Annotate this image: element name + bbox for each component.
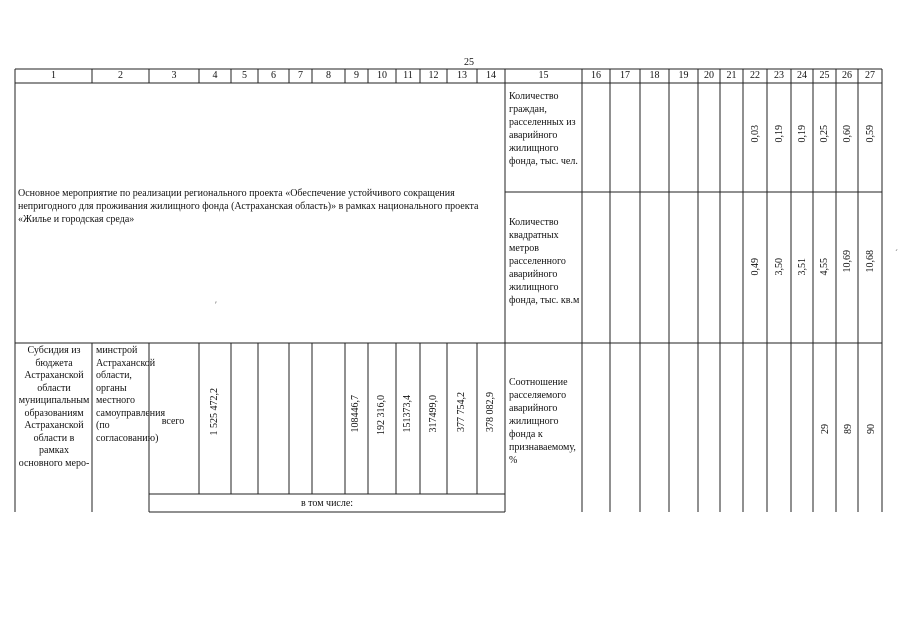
subsidy-indicator-value-25: 29 [820, 424, 831, 434]
funding-source-total: всего [161, 416, 185, 427]
indicator-2-value-24: 3,51 [797, 258, 808, 276]
header-col-18: 18 [649, 70, 660, 81]
subsidy-value-col-9: 108446,7 [350, 395, 361, 433]
header-col-2: 2 [118, 70, 123, 81]
indicator-3-text: Соотношение расселяемого аварийного жилищного фонда к признаваемому, % [509, 377, 576, 466]
indicator-1-value-26: 0,60 [842, 125, 853, 143]
responsible-executor: минстрой Астраханской области, органы местного самоуправления (по согласованию) [96, 345, 166, 444]
header-col-24: 24 [797, 70, 807, 81]
scan-mark: ′ [215, 300, 217, 310]
indicator-2-value-26: 10,69 [842, 250, 853, 273]
header-col-4: 4 [212, 70, 218, 81]
header-col-12: 12 [428, 70, 439, 81]
header-col-11: 11 [403, 70, 413, 81]
subsidy-value-col-4: 1 525 472,2 [209, 388, 220, 436]
header-col-17: 17 [620, 70, 630, 81]
header-col-3: 3 [171, 70, 177, 81]
header-col-27: 27 [865, 70, 875, 81]
header-col-5: 5 [242, 70, 247, 81]
subsidy-value-col-14: 378 082,9 [485, 392, 496, 432]
indicator-2-value-23: 3,50 [774, 258, 785, 276]
subsidy-description: Субсидия из бюджета Астраханской области муниципальным образованиям Астраханской области в рамках основного меро- [18, 345, 90, 469]
header-col-26: 26 [842, 70, 852, 81]
indicator-2-value-22: 0,49 [750, 258, 761, 276]
scan-mark-edge: ´ [895, 248, 898, 258]
header-col-23: 23 [774, 70, 784, 81]
including-label: в том числе: [300, 498, 354, 509]
subsidy-value-col-10: 192 316,0 [376, 395, 387, 435]
header-col-16: 16 [591, 70, 601, 81]
subsidy-value-col-13: 377 754,2 [456, 392, 467, 432]
subsidy-value-col-11: 151373,4 [402, 395, 413, 433]
subsidy-value-col-12: 317499,0 [428, 395, 439, 433]
header-col-8: 8 [326, 70, 331, 81]
header-col-13: 13 [457, 70, 467, 81]
header-col-25: 25 [819, 70, 830, 81]
header-col-1: 1 [51, 70, 56, 81]
header-col-19: 19 [678, 70, 689, 81]
section-title: Основное мероприятие по реализации регионального проекта «Обеспечение устойчивого сокращения непригодного для проживания жилищного фонда (Астраханская область)» в рамках национального проекта «Жилье и городская среда» [18, 188, 479, 225]
subsidy-indicator-value-27: 90 [866, 424, 877, 434]
indicator-1-value-27: 0,59 [865, 125, 876, 143]
indicator-1-value-25: 0,25 [819, 125, 830, 143]
indicator-2-value-25: 4,55 [819, 258, 830, 276]
header-col-10: 10 [377, 70, 387, 81]
header-col-9: 9 [354, 70, 359, 81]
header-col-7: 7 [298, 70, 303, 81]
indicator-1-text: Количество граждан, расселенных из аварийного жилищного фонда, тыс. чел. [509, 91, 578, 167]
subsidy-indicator-value-26: 89 [843, 424, 854, 434]
header-col-15: 15 [538, 70, 549, 81]
indicator-1-value-24: 0,19 [797, 125, 808, 143]
indicator-2-value-27: 10,68 [865, 250, 876, 273]
header-col-21: 21 [726, 70, 737, 81]
indicator-1-value-22: 0,03 [750, 125, 761, 143]
header-col-20: 20 [704, 70, 714, 81]
page-number: 25 [464, 57, 474, 68]
indicator-2-text: Количество квадратных метров расселенного аварийного жилищного фонда, тыс. кв.м [509, 217, 580, 306]
header-col-6: 6 [271, 70, 276, 81]
header-col-14: 14 [486, 70, 496, 81]
indicator-1-value-23: 0,19 [774, 125, 785, 143]
header-col-22: 22 [750, 70, 760, 81]
